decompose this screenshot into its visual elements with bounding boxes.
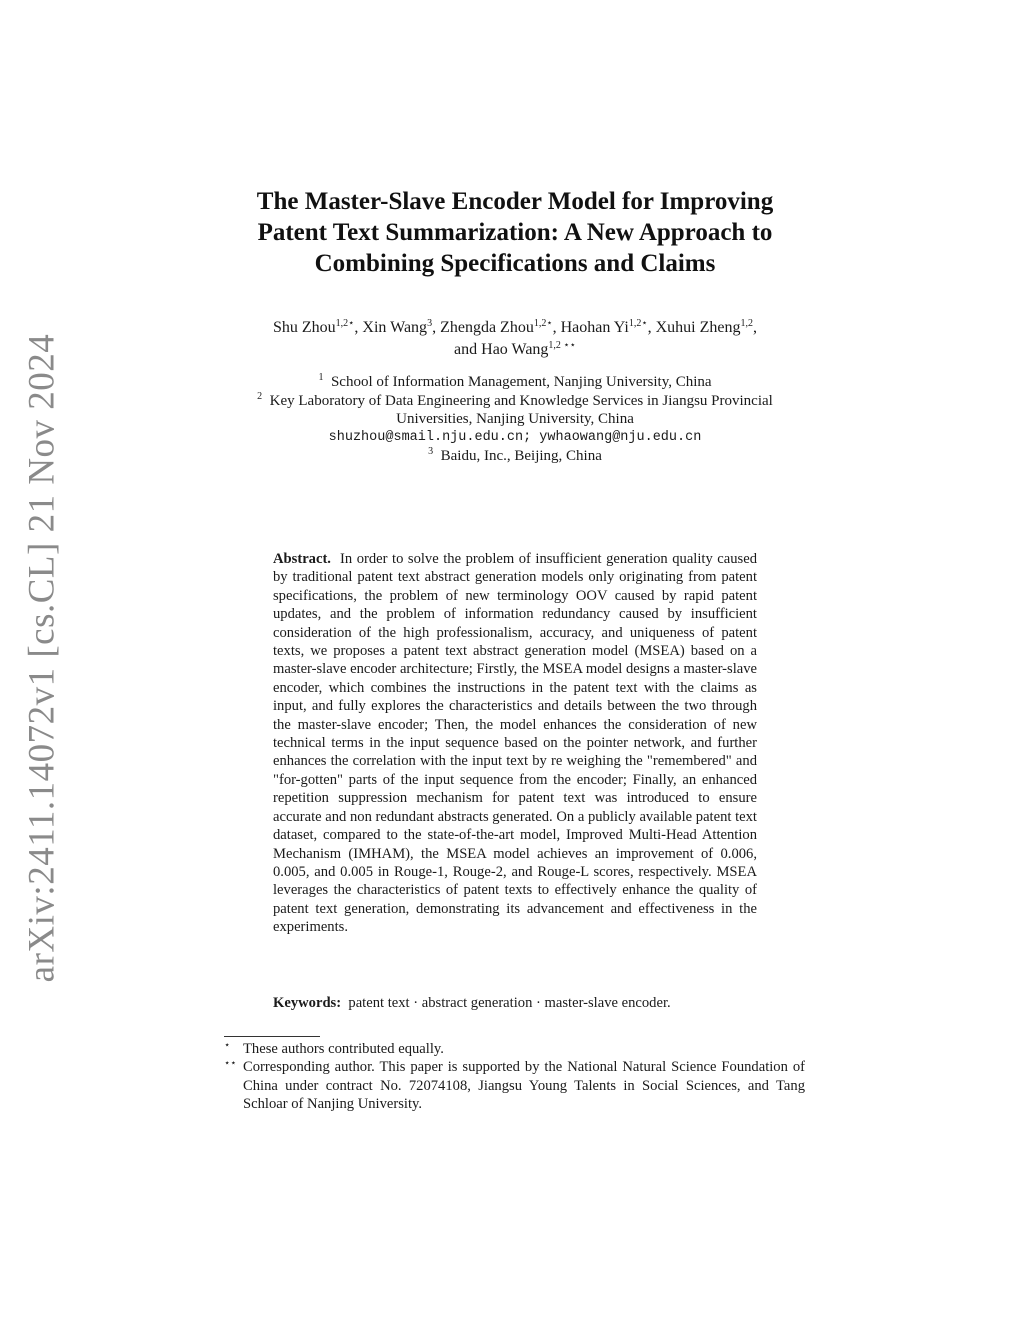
title-line: The Master-Slave Encoder Model for Improving xyxy=(256,188,774,215)
author-name: Haohan Yi xyxy=(560,319,629,336)
title-line: Patent Text Summarization: A New Approach to xyxy=(257,219,773,246)
keywords-text: patent text · abstract generation · master-slave encoder. xyxy=(348,995,671,1011)
footnote-divider xyxy=(224,1036,320,1037)
footnote-marker: ⋆⋆ xyxy=(224,1058,237,1070)
affil-marker: 3 xyxy=(428,446,434,457)
affiliation-2 xyxy=(200,392,830,411)
affiliations xyxy=(200,373,830,466)
author-affil-marker: 1,2⋆ xyxy=(628,318,648,329)
author-name: Shu Zhou xyxy=(272,319,336,336)
footnotes xyxy=(224,1040,805,1114)
author-line xyxy=(200,339,830,361)
abstract-label: Abstract. xyxy=(273,551,331,567)
author-list xyxy=(200,317,830,361)
abstract xyxy=(273,550,757,937)
arxiv-identifier: arXiv:2411.14072v1 [cs.CL] 21 Nov 2024 xyxy=(21,333,63,983)
footnote-marker: ⋆ xyxy=(224,1040,231,1051)
affiliation-1 xyxy=(200,373,830,392)
affil-text: Baidu, Inc., Beijing, China xyxy=(440,448,602,464)
author-emails: shuzhou@smail.nju.edu.cn; ywhaowang@nju.edu.cn xyxy=(328,429,702,445)
author-name: Zhengda Zhou xyxy=(440,319,534,336)
affil-text: Key Laboratory of Data Engineering and Knowledge Services in Jiangsu Provincial xyxy=(269,392,773,409)
author-name: Xin Wang xyxy=(362,319,428,336)
author-name: Xuhui Zheng xyxy=(655,319,741,336)
affil-marker: 2 xyxy=(257,390,263,402)
abstract-text: In order to solve the problem of insufficient generation quality caused by traditional patent text abstract generation models only originating from patent specifications, the problem of new terminology OOV caused by rapid patent updates, and the problem of information redundancy caused by insufficient consideration of the high professionalism, accuracy, and uniqueness of patent texts, we proposes a patent text abstract generation model (MSEA) based on a master-slave encoder architecture; Firstly, the MSEA model designs a master-slave encoder, which combines the instructions in the patent text with the claims as input, and fully explores the characteristics and details between the two through the master-slave encoder; Then, the model enhances the consideration of new technical terms in the input sequence based on the pointer network, and further enhances the correlation with the input text by re weighing the "remembered" and "for-gotten" parts of the input sequence from the encoder; Finally, an enhanced repetition suppression mechanism for patent text was introduced to ensure accurate and non redundant abstracts generated. On a publicly available patent text dataset, compared to the state-of-the-art model, Improved Multi-Head Attention Mechanism (IMHAM), the MSEA model achieves an improvement of 0.006, 0.005, and 0.005 in Rouge-1, Rouge-2, and Rouge-L scores, respectively. MSEA leverages the characteristics of patent texts to effectively enhance the quality of patent text generation, demonstrating its advancement and effectiveness in the experiments. xyxy=(273,551,757,936)
affiliation-3 xyxy=(200,447,830,466)
footnote-equal-contribution xyxy=(224,1040,805,1058)
author-line: Shu Zhou$^{1,2⋆}$, Xin Wang$^3$, Zhengda Zhou$^{1,2⋆}$, Haohan $Yi^{1,2⋆}$, Xuhui Zheng$^{1,2}$, xyxy=(272,318,757,336)
affil-marker: 1 xyxy=(318,372,324,383)
author-affil-marker: 1,2 ⋆⋆ xyxy=(548,340,576,351)
affil-text: School of Information Management, Nanjing University, China xyxy=(330,374,712,390)
keywords xyxy=(273,994,757,1012)
author-affil-marker: 1,2 xyxy=(740,318,753,329)
title-line: Combining Specifications and Claims xyxy=(314,250,716,277)
author-name: and Hao Wang xyxy=(454,341,549,358)
paper-title xyxy=(200,186,830,279)
keywords-label: Keywords: xyxy=(273,995,342,1011)
affiliation-2-cont: Universities, Nanjing University, China xyxy=(396,411,634,427)
author-affil-marker: 1,2⋆ xyxy=(533,318,553,329)
author-affil-marker: 1,2⋆ xyxy=(335,318,355,329)
footnote-text: Corresponding author. This paper is supported by the National Natural Science Foundation of China under contract No. 72074108, Jiangsu Young Talents in Social Sciences, and Tang Schloar of Nanjing University. xyxy=(243,1059,805,1113)
author-affil-marker: 3 xyxy=(427,318,433,329)
footnote-corresponding-author xyxy=(224,1058,805,1113)
footnote-text: These authors contributed equally. xyxy=(243,1041,444,1057)
